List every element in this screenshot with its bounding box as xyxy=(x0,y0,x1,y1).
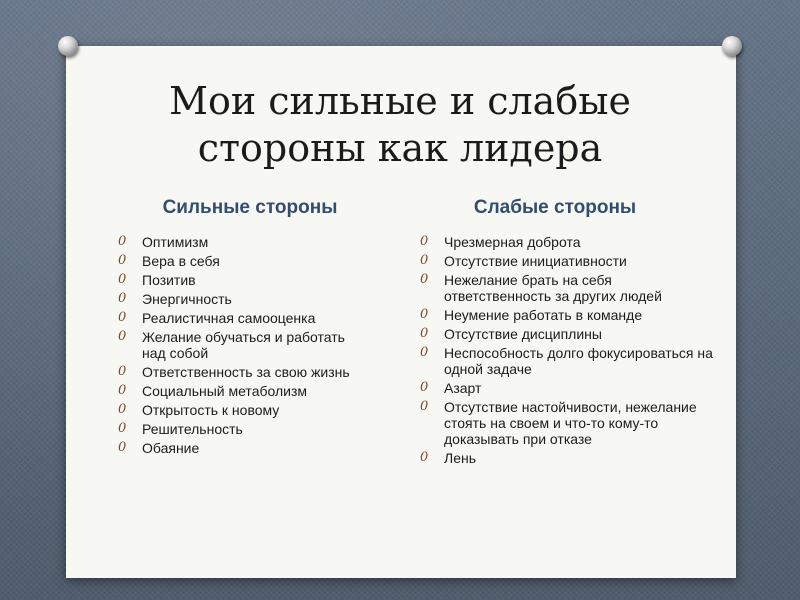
list-item xyxy=(118,440,368,456)
list-item xyxy=(420,307,720,323)
bullet-icon: 0 xyxy=(420,326,429,341)
list-item-text: Социальный метаболизм xyxy=(142,383,308,399)
bullet-icon: 0 xyxy=(420,450,429,465)
list-item xyxy=(118,272,368,288)
list-item-text: Открытость к новому xyxy=(142,402,280,418)
slide-title xyxy=(0,78,800,172)
bullet-icon: 0 xyxy=(118,329,127,344)
list-item xyxy=(420,272,720,304)
bullet-icon: 0 xyxy=(118,421,127,436)
bullet-icon: 0 xyxy=(420,307,429,322)
bullet-icon: 0 xyxy=(118,291,127,306)
bullet-icon: 0 xyxy=(420,234,429,249)
list-item-text: Желание обучаться и работать над собой xyxy=(142,329,345,361)
list-item-text: Лень xyxy=(444,450,476,466)
list-item-text: Отсутствие настойчивости, нежелание стоять на своем и что-то кому-то доказывать при отказе xyxy=(444,399,697,447)
weaknesses-heading: Слабые стороны xyxy=(473,197,637,218)
list-item xyxy=(118,234,368,250)
bullet-icon: 0 xyxy=(118,253,127,268)
list-item-text: Ответственность за свою жизнь xyxy=(142,364,350,380)
list-item-text: Вера в себя xyxy=(142,253,220,269)
list-item-text: Решительность xyxy=(142,421,243,437)
list-item-text: Обаяние xyxy=(142,440,200,456)
pushpin-icon xyxy=(722,36,742,56)
strengths-list xyxy=(118,234,368,459)
list-item xyxy=(118,402,368,418)
slide-title-line: Мои сильные и слабые xyxy=(169,79,631,123)
list-item xyxy=(420,253,720,269)
bullet-icon: 0 xyxy=(118,383,127,398)
strengths-heading: Сильные стороны xyxy=(162,197,338,218)
bullet-icon: 0 xyxy=(420,253,429,268)
bullet-icon: 0 xyxy=(118,364,127,379)
list-item xyxy=(118,383,368,399)
weaknesses-list xyxy=(420,234,720,469)
list-item xyxy=(420,399,720,447)
list-item xyxy=(118,421,368,437)
bullet-icon: 0 xyxy=(118,272,127,287)
list-item xyxy=(420,380,720,396)
list-item xyxy=(420,234,720,250)
list-item-text: Неспособность долго фокусироваться на одной задаче xyxy=(444,345,713,377)
list-item xyxy=(420,326,720,342)
list-item xyxy=(118,310,368,326)
list-item xyxy=(118,329,368,361)
bullet-icon: 0 xyxy=(420,272,429,287)
bullet-icon: 0 xyxy=(118,440,127,455)
list-item xyxy=(118,291,368,307)
bullet-icon: 0 xyxy=(420,345,429,360)
list-item-text: Оптимизм xyxy=(142,234,209,250)
list-item-text: Отсутствие инициативности xyxy=(444,253,627,269)
list-item-text: Нежелание брать на себя ответственность за других людей xyxy=(444,272,662,304)
list-item-text: Чрезмерная доброта xyxy=(444,234,581,250)
bullet-icon: 0 xyxy=(118,234,127,249)
list-item xyxy=(118,253,368,269)
list-item-text: Позитив xyxy=(142,272,196,288)
list-item-text: Неумение работать в команде xyxy=(444,307,643,323)
slide-title-line: стороны как лидера xyxy=(197,126,603,170)
list-item-text: Реалистичная самооценка xyxy=(142,310,316,326)
bullet-icon: 0 xyxy=(420,399,429,414)
list-item-text: Азарт xyxy=(444,380,482,396)
list-item xyxy=(420,450,720,466)
bullet-icon: 0 xyxy=(118,402,127,417)
bullet-icon: 0 xyxy=(118,310,127,325)
bullet-icon: 0 xyxy=(420,380,429,395)
list-item-text: Отсутствие дисциплины xyxy=(444,326,602,342)
list-item xyxy=(420,345,720,377)
list-item-text: Энергичность xyxy=(142,291,232,307)
pushpin-icon xyxy=(58,36,78,56)
list-item xyxy=(118,364,368,380)
